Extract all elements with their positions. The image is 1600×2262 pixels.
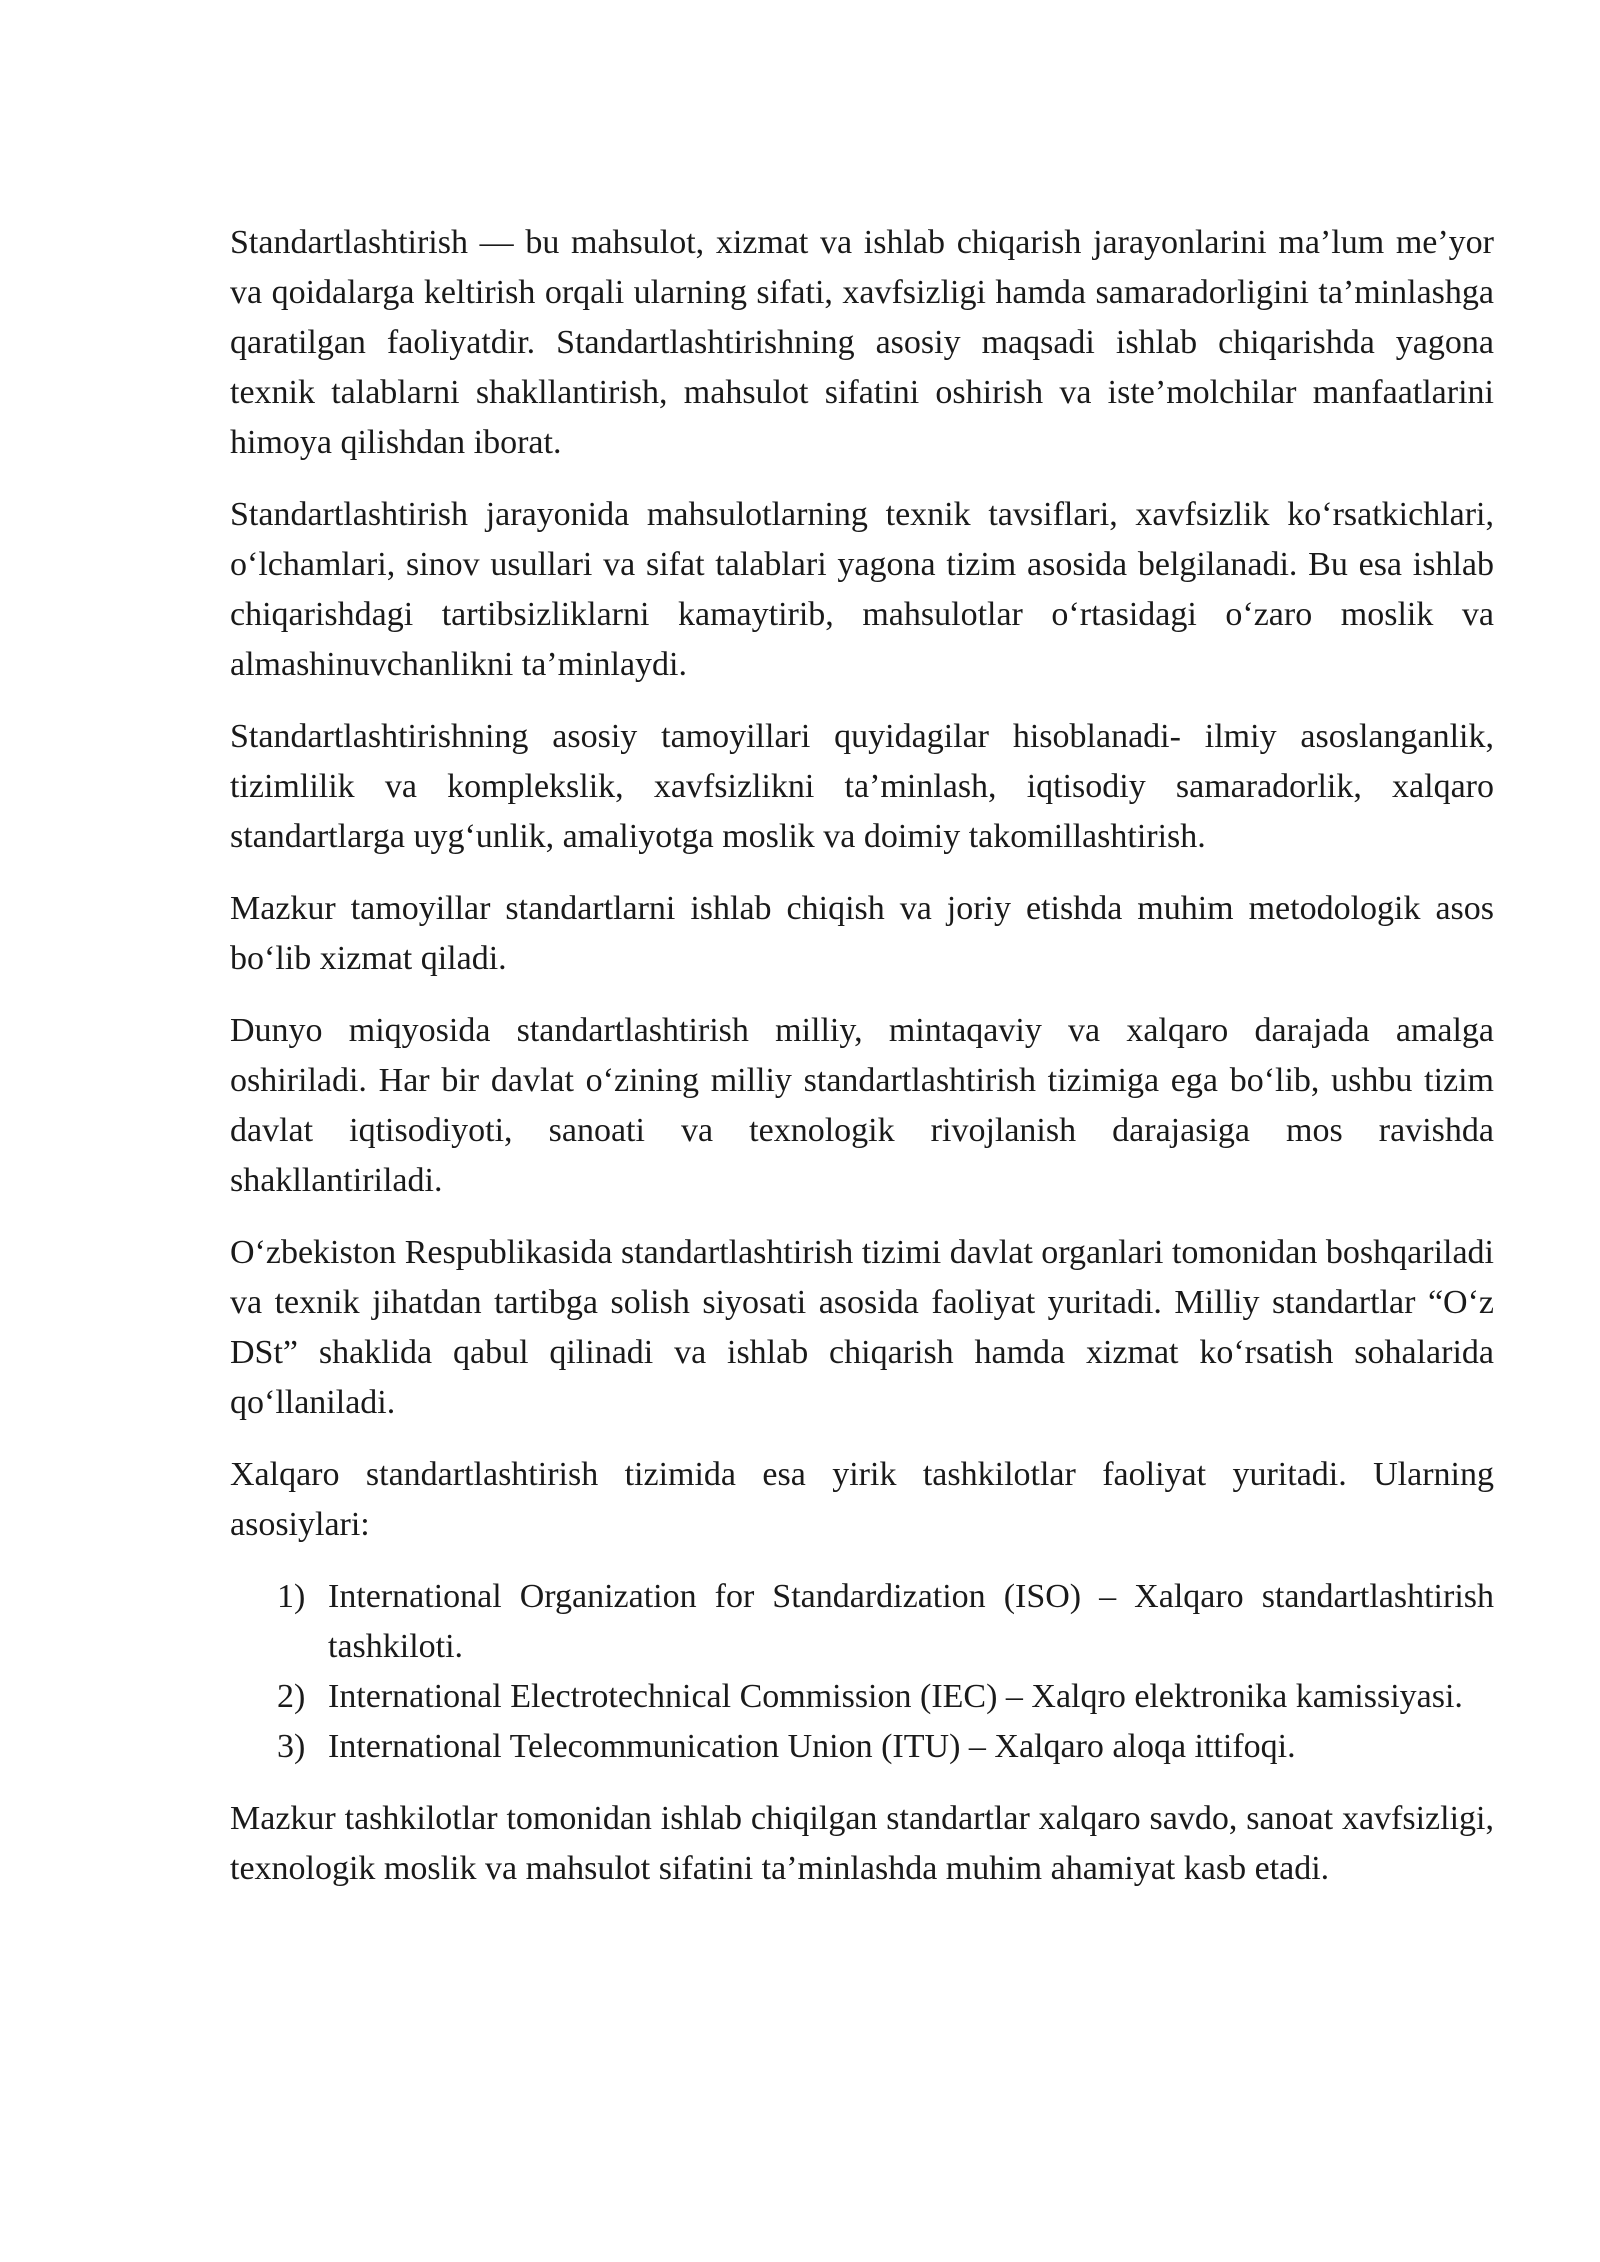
list-item-number: 1) (277, 1578, 306, 1615)
paragraph-closing: Mazkur tashkilotlar tomonidan ishlab chiqilgan standartlar xalqaro savdo, sanoat xavfsizligi, texnologik moslik va mahsulot sifatini ta’minlashda muhim ahamiyat kasb etadi. (230, 1800, 1494, 1887)
document-page (230, 218, 1494, 1916)
paragraph-world-levels: Dunyo miqyosida standartlashtirish milliy, mintaqaviy va xalqaro darajada amalga oshiriladi. Har bir davlat oʻzining milliy standartlashtirish tizimiga ega boʻlib, ushbu tizim davlat iqtisodiyoti, sanoati va texnologik rivojlanish darajasiga mos ravishda shakllantiriladi. (230, 1012, 1494, 1199)
list-item-number: 3) (277, 1728, 306, 1765)
paragraph-definition: Standartlashtirish — bu mahsulot, xizmat va ishlab chiqarish jarayonlarini ma’lum me’yor va qoidalarga keltirish orqali ularning sifati, xavfsizligi hamda samaradorligini ta’minlashga qaratilgan faoliyatdir. Standartlashtirishning asosiy maqsadi ishlab chiqarishda yagona texnik talablarni shakllantirish, mahsulot sifatini oshirish va iste’molchilar manfaatlarini himoya qilishdan iborat. (230, 224, 1494, 461)
paragraph-uzbekistan: Oʻzbekiston Respublikasida standartlashtirish tizimi davlat organlari tomonidan boshqariladi va texnik jihatdan tartibga solish siyosati asosida faoliyat yuritadi. Milliy standartlar “Oʻz DSt” shaklida qabul qilinadi va ishlab chiqarish hamda xizmat koʻrsatish sohalarida qoʻllaniladi. (230, 1234, 1494, 1421)
list-item-text: International Organization for Standardization (ISO) – Xalqaro standartlashtirish tashkiloti. (328, 1578, 1494, 1665)
paragraph-international-intro: Xalqaro standartlashtirish tizimida esa yirik tashkilotlar faoliyat yuritadi. Ularning asosiylari: (230, 1456, 1494, 1543)
paragraph-principles: Standartlashtirishning asosiy tamoyillari quyidagilar hisoblanadi- ilmiy asoslanganlik, tizimlilik va komplekslik, xavfsizlikni ta’minlash, iqtisodiy samaradorlik, xalqaro standartlarga uygʻunlik, amaliyotga moslik va doimiy takomillashtirish. (230, 718, 1494, 855)
list-item-text: International Telecommunication Union (ITU) – Xalqaro aloqa ittifoqi. (328, 1728, 1296, 1765)
list-item (230, 1572, 1494, 1672)
paragraph-process: Standartlashtirish jarayonida mahsulotlarning texnik tavsiflari, xavfsizlik koʻrsatkichlari, oʻlchamlari, sinov usullari va sifat talablari yagona tizim asosida belgilanadi. Bu esa ishlab chiqarishdagi tartibsizliklarni kamaytirib, mahsulotlar oʻrtasidagi oʻzaro moslik va almashinuvchanlikni ta’minlaydi. (230, 496, 1494, 683)
paragraph-methodology: Mazkur tamoyillar standartlarni ishlab chiqish va joriy etishda muhim metodologik asos boʻlib xizmat qiladi. (230, 890, 1494, 977)
organizations-list (230, 1572, 1494, 1772)
list-item (230, 1722, 1494, 1772)
list-item-text: International Electrotechnical Commission (IEC) – Xalqro elektronika kamissiyasi. (328, 1678, 1463, 1715)
list-item-number: 2) (277, 1678, 306, 1715)
list-item (230, 1672, 1494, 1722)
